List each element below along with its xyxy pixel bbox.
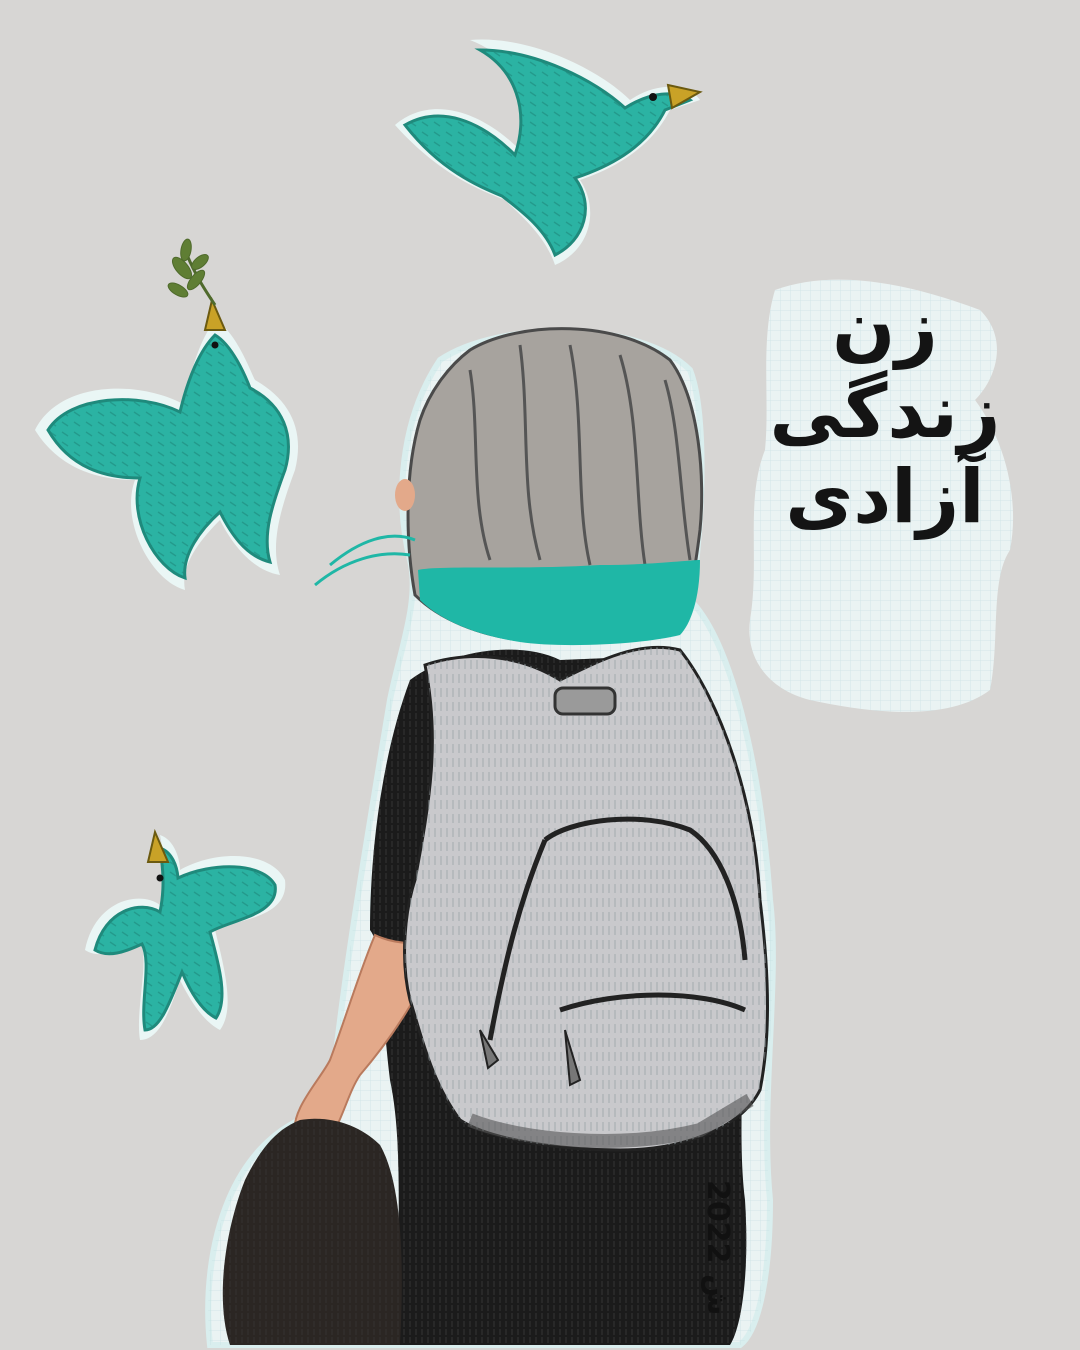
hair — [315, 329, 702, 645]
olive-branch-icon — [166, 238, 215, 305]
slogan — [760, 285, 1010, 540]
bird-icon — [395, 40, 700, 265]
slogan-line-2: زندگی — [769, 369, 1001, 456]
slogan-line-1: زن — [832, 284, 938, 370]
backpack-icon — [405, 647, 768, 1150]
artist-signature: ش 2022 — [700, 1180, 735, 1316]
bird-icon — [85, 832, 285, 1040]
slogan-line-3: آزادی — [785, 454, 985, 541]
bird-icon — [35, 238, 298, 590]
